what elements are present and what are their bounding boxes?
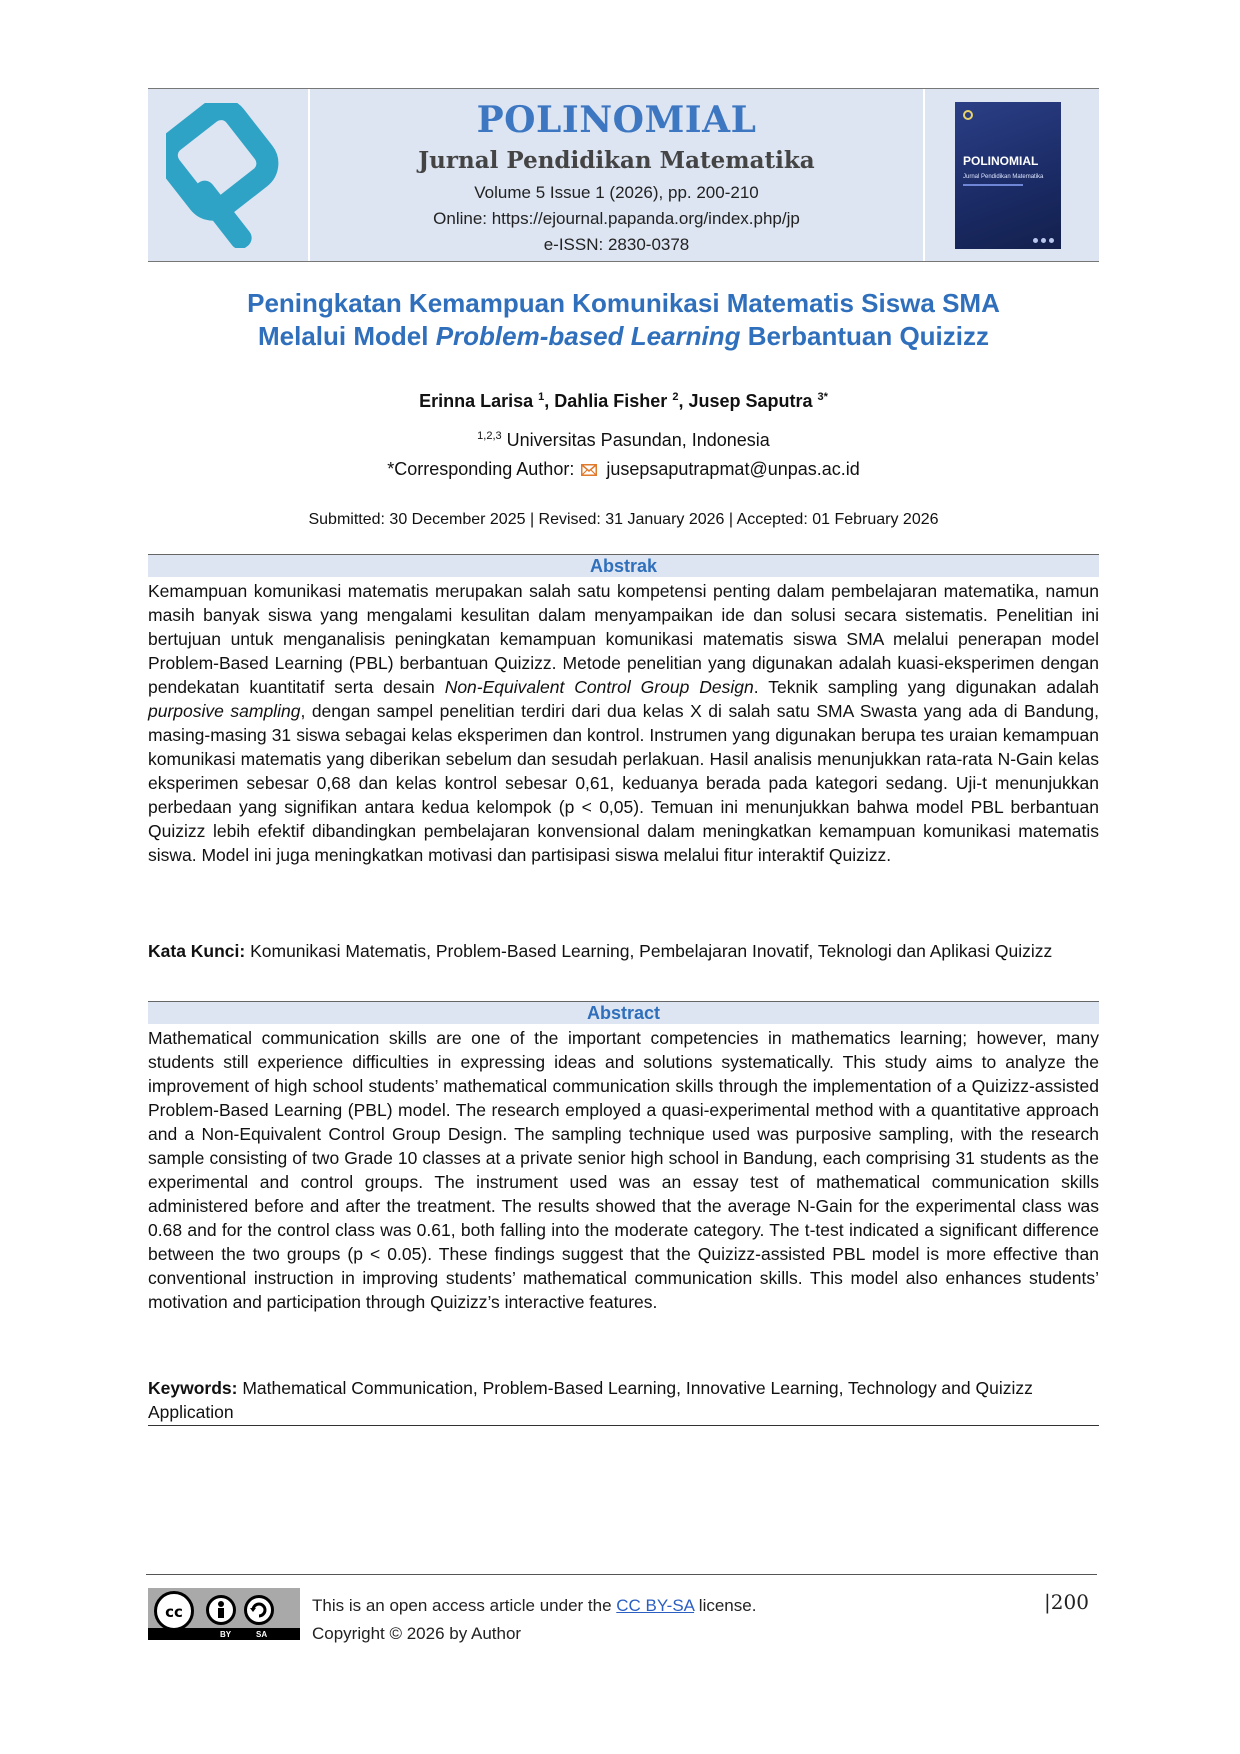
share-alike-icon bbox=[244, 1595, 274, 1625]
kata-kunci-label: Kata Kunci: bbox=[148, 941, 246, 961]
cc-sa-label: SA bbox=[256, 1630, 268, 1639]
kata-kunci-text: Komunikasi Matematis, Problem-Based Learning, Pembelajaran Inovatif, Teknologi dan Aplikasi Quizizz bbox=[245, 941, 1053, 961]
license-text: This is an open access article under the bbox=[312, 1596, 617, 1615]
journal-online-url[interactable]: Online: https://ejournal.papanda.org/index.php/jp bbox=[433, 209, 800, 228]
cover-dot-icon bbox=[1041, 238, 1046, 243]
svg-text:cc: cc bbox=[165, 1603, 183, 1621]
journal-issn: e-ISSN: 2830-0378 bbox=[543, 235, 690, 254]
cover-divider bbox=[963, 184, 1023, 186]
kata-kunci bbox=[148, 939, 1099, 963]
affiliation-text: Universitas Pasundan, Indonesia bbox=[506, 430, 770, 450]
journal-volume: Volume 5 Issue 1 (2026), pp. 200-210 bbox=[474, 183, 759, 202]
attribution-icon bbox=[206, 1595, 236, 1625]
corresponding-label: *Corresponding Author: bbox=[387, 459, 575, 479]
author-name: Dahlia Fisher bbox=[554, 391, 668, 411]
cc-by-sa-badge[interactable] bbox=[148, 1588, 300, 1640]
keywords-label: Keywords: bbox=[148, 1378, 238, 1398]
abstrak-italic-text: purposive sampling bbox=[148, 701, 301, 721]
journal-name: POLINOMIAL bbox=[476, 99, 757, 141]
abstrak-text: . Teknik sampling yang digunakan adalah bbox=[753, 677, 1099, 697]
abstrak-italic-text: Non-Equivalent Control Group Design bbox=[444, 677, 754, 697]
cc-label-bar bbox=[148, 1628, 300, 1640]
keywords bbox=[148, 1376, 1099, 1424]
cover-title: POLINOMIAL bbox=[963, 154, 1039, 168]
cover-emblem-icon bbox=[963, 110, 973, 120]
mail-icon bbox=[581, 464, 597, 476]
corresponding-author bbox=[148, 459, 1099, 480]
author-sup: 2 bbox=[672, 391, 679, 403]
page-number bbox=[1044, 1590, 1089, 1614]
license-notice bbox=[312, 1592, 756, 1648]
abstract-heading: Abstract bbox=[148, 1001, 1099, 1024]
keywords-text: Mathematical Communication, Problem-Based Learning, Innovative Learning, Technology and Quizizz Application bbox=[148, 1378, 1033, 1422]
page-number-value: 200 bbox=[1050, 1590, 1089, 1614]
abstrak-heading: Abstrak bbox=[148, 554, 1099, 577]
affiliation-sup: 1,2,3 bbox=[477, 430, 502, 442]
paper-title-line1: Peningkatan Kemampuan Komunikasi Matematis Siswa SMA bbox=[247, 288, 1000, 318]
journal-cover-panel bbox=[925, 89, 1099, 261]
journal-info bbox=[310, 89, 923, 261]
journal-subtitle: Jurnal Pendidikan Matematika bbox=[418, 147, 815, 174]
license-link[interactable]: CC BY-SA bbox=[616, 1596, 695, 1615]
license-line bbox=[312, 1592, 756, 1620]
abstrak-text: Kemampuan komunikasi matematis merupakan salah satu kompetensi penting dalam pembelajaran matematika, namun masih banyak siswa yang mengalami kesulitan dalam menyampaikan ide dan solusi secara sistematis. Penelitian ini bertujuan untuk menganalisis peningkatan kemampuan komunikasi matematis siswa SMA melalui penerapan model Problem-Based Learning (PBL) berbantuan Quizizz. Metode penelitian yang digunakan adalah kuasi-eksperimen dengan pendekatan kuantitatif serta desain bbox=[148, 581, 1099, 697]
title-italic-text: Problem-based Learning bbox=[435, 321, 741, 351]
author-sup: 3* bbox=[817, 391, 828, 403]
paper-title bbox=[148, 287, 1099, 353]
cover-dot-icon bbox=[1033, 238, 1038, 243]
submission-dates: Submitted: 30 December 2025 | Revised: 31 January 2026 | Accepted: 01 February 2026 bbox=[308, 511, 939, 528]
cc-by-label: BY bbox=[220, 1630, 232, 1639]
abstrak-text: , dengan sampel penelitian terdiri dari dua kelas X di salah satu SMA Swasta yang ada di Bandung, masing-masing 31 siswa sebagai kelas eksperimen dan kontrol. Instrumen yang digunakan berupa tes uraian kemampuan komunikasi matematis yang diberikan sebelum dan sesudah perlakuan. Hasil analisis menunjukkan rata-rata N-Gain kelas eksperimen sebesar 0,68 dan kelas kontrol sebesar 0,61, keduanya berada pada kategori sedang. Uji-t menunjukkan perbedaan yang signifikan antara kedua kelompok (p < 0,05). Temuan ini menunjukkan bahwa model PBL berbantuan Quizizz lebih efektif dibandingkan pembelajaran konvensional dalam meningkatkan kemampuan komunikasi matematis siswa. Model ini juga meningkatkan motivasi dan partisipasi siswa melalui fitur interaktif Quizizz. bbox=[148, 701, 1099, 865]
copyright-line: Copyright © 2026 by Author bbox=[312, 1624, 522, 1643]
author-name: Jusep Saputra bbox=[688, 391, 813, 411]
cover-subtitle: Jurnal Pendidikan Matematika bbox=[963, 174, 1044, 180]
abstrak-body bbox=[148, 579, 1099, 867]
affiliation bbox=[148, 430, 1099, 451]
title-text: Melalui Model bbox=[258, 321, 436, 351]
title-text: Berbantuan Quizizz bbox=[740, 321, 989, 351]
abstract-body: Mathematical communication skills are one of the important competencies in mathematics learning; however, many students still experience difficulties in expressing ideas and solutions systematically. This study aims to analyze the improvement of high school students’ mathematical communication skills through the implementation of a Quizizz-assisted Problem-Based Learning (PBL) model. The research employed a quasi-experimental method with a quantitative approach and a Non-Equivalent Control Group Design. The sampling technique used was purposive sampling, with the research sample consisting of two Grade 10 classes at a private senior high school in Bandung, each comprising 31 students as the experimental and control groups. The instrument used was an essay test of mathematical communication skills administered before and after the treatment. The results showed that the average N-Gain for the experimental class was 0.68 and for the control class was 0.61, both falling into the moderate category. The t-test indicated a significant difference between the two groups (p < 0.05). These findings suggest that the Quizizz-assisted PBL model is more effective than conventional instruction in improving students’ mathematical communication skills. This model also enhances students’ motivation and participation through Quizizz’s interactive features. bbox=[148, 1028, 1099, 1312]
journal-logo-panel bbox=[148, 89, 308, 261]
author-list: Erinna Larisa $^1$, Dahlia Fisher $^2$, Jusep Saputra $^{3*}$ bbox=[419, 391, 828, 411]
author-name: Erinna Larisa bbox=[419, 391, 534, 411]
journal-logo-icon bbox=[166, 103, 291, 248]
author-sup: 1 bbox=[538, 391, 545, 403]
corresponding-email[interactable]: jusepsaputrapmat@unpas.ac.id bbox=[606, 459, 860, 479]
section-divider bbox=[148, 1425, 1099, 1426]
cover-dot-icon bbox=[1049, 238, 1054, 243]
journal-header bbox=[148, 88, 1099, 262]
paper-title-line2 bbox=[148, 320, 1099, 353]
page-separator: | bbox=[1044, 1590, 1051, 1614]
cc-icon bbox=[154, 1591, 194, 1631]
journal-cover-image bbox=[955, 102, 1061, 249]
license-text: license. bbox=[694, 1596, 757, 1615]
footer-divider bbox=[146, 1574, 1097, 1575]
